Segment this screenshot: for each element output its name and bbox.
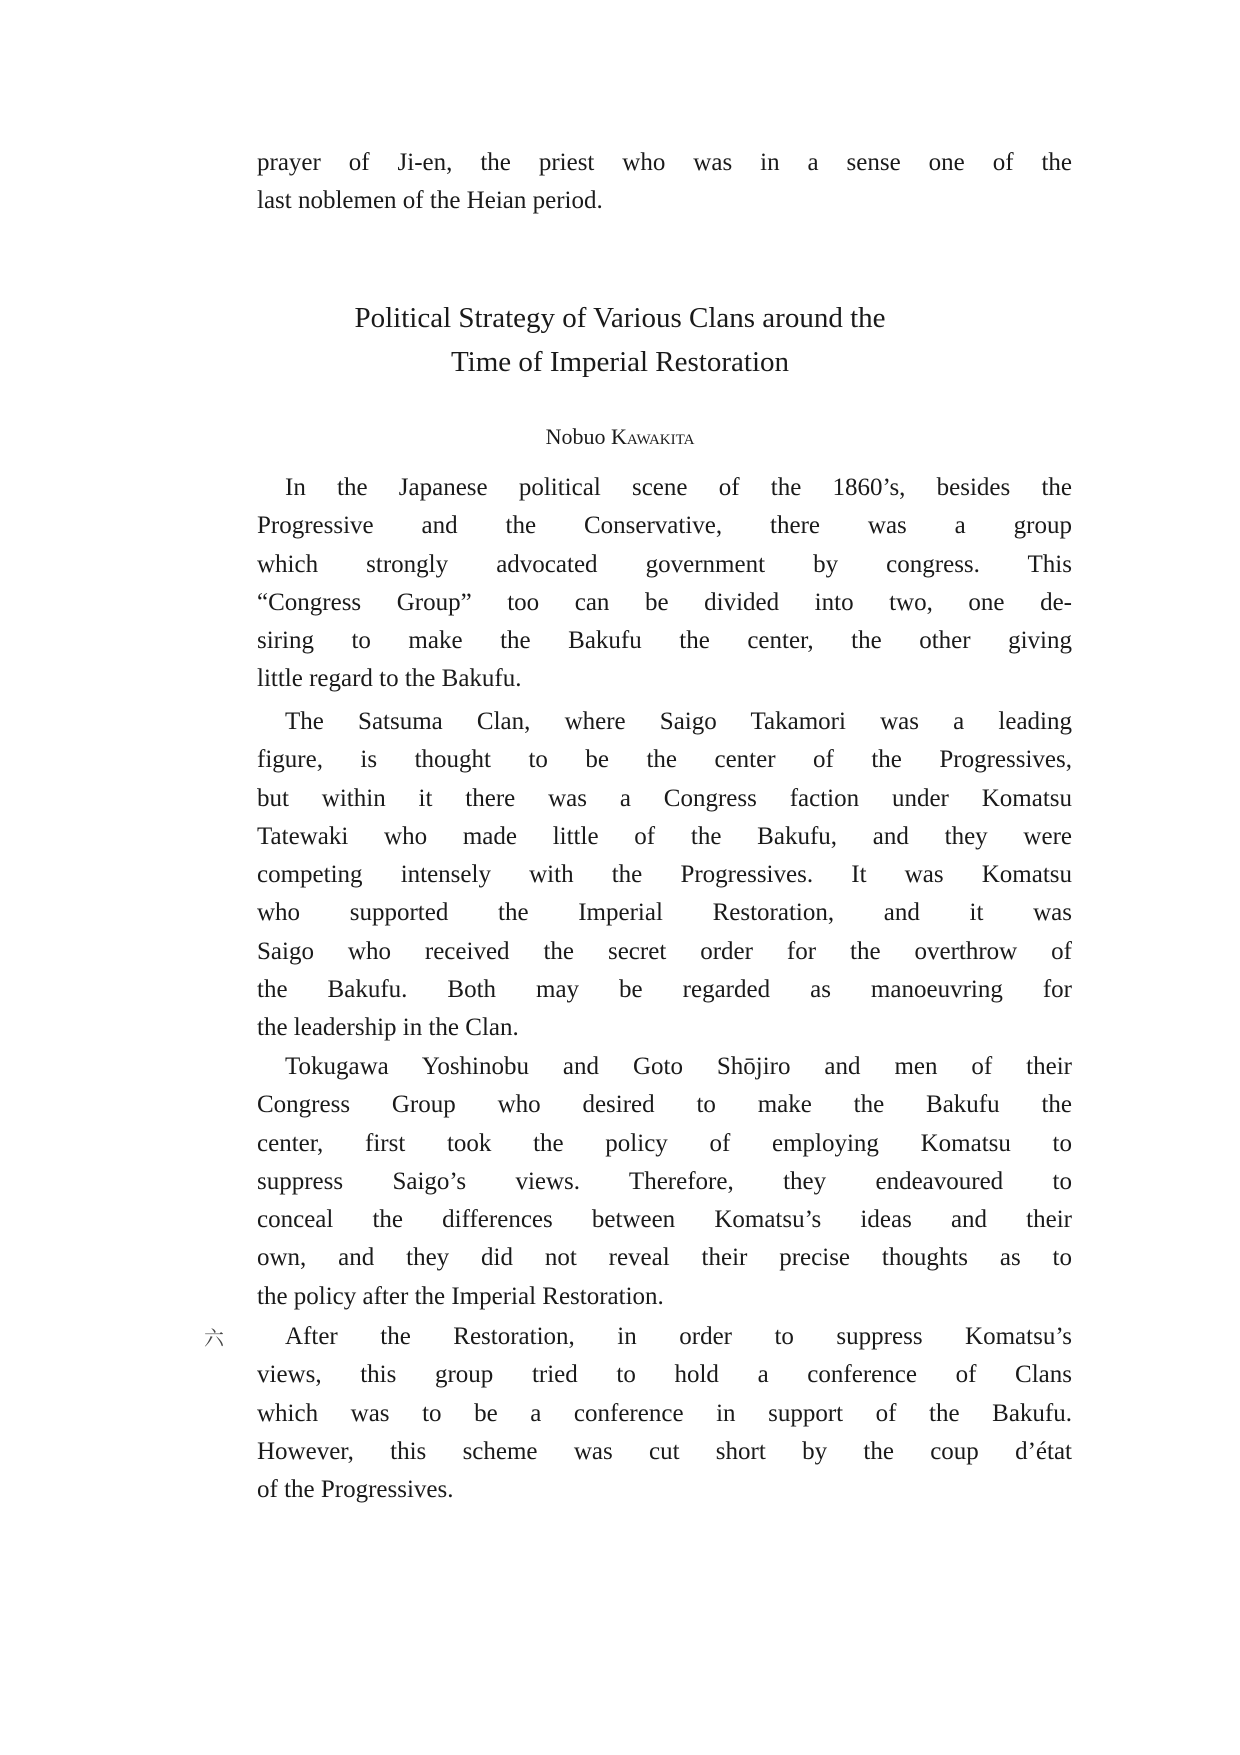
- author: [0, 424, 1240, 450]
- text-line: However, this scheme was cut short by the coup d’état: [257, 1437, 1072, 1465]
- text-line: “Congress Group” too can be divided into two, one de-: [257, 588, 1072, 616]
- paragraph: [257, 1048, 1072, 1316]
- paragraph: [257, 469, 1072, 699]
- text-line: prayer of Ji-en, the priest who was in a sense one of the: [257, 149, 1072, 176]
- text-line: competing intensely with the Progressives. It was Komatsu: [257, 861, 1072, 889]
- text-line: who supported the Imperial Restoration, and it was: [257, 899, 1072, 927]
- text-line: views, this group tried to hold a conference of Clans: [257, 1361, 1072, 1389]
- text-line: the Bakufu. Both may be regarded as manoeuvring for: [257, 976, 1072, 1004]
- text-line: own, and they did not reveal their precise thoughts as to: [257, 1244, 1072, 1272]
- text-line: which was to be a conference in support of the Bakufu.: [257, 1399, 1072, 1427]
- text-line: siring to make the Bakufu the center, the other giving: [257, 627, 1072, 655]
- text-line: Progressive and the Conservative, there was a group: [257, 512, 1072, 540]
- text-line: Saigo who received the secret order for the overthrow of: [257, 937, 1072, 965]
- text-line: but within it there was a Congress faction under Komatsu: [257, 784, 1072, 812]
- text-line: After the Restoration, in order to suppress Komatsu’s: [285, 1323, 1072, 1350]
- paragraph: [257, 703, 1072, 1048]
- text-line: the leadership in the Clan.: [257, 1014, 519, 1042]
- text-line: Tatewaki who made little of the Bakufu, and they were: [257, 822, 1072, 850]
- article-title-line-2: Time of Imperial Restoration: [450, 346, 790, 378]
- paragraph: [257, 144, 1072, 221]
- text-line: conceal the differences between Komatsu’s ideas and their: [257, 1206, 1072, 1234]
- text-line: center, first took the policy of employing Komatsu to: [257, 1129, 1072, 1157]
- text-line: figure, is thought to be the center of the Progressives,: [257, 746, 1072, 774]
- text-line: suppress Saigo’s views. Therefore, they endeavoured to: [257, 1167, 1072, 1195]
- text-line: In the Japanese political scene of the 1860’s, besides the: [285, 474, 1072, 501]
- author-given-name: Nobuo: [545, 424, 606, 449]
- text-line: The Satsuma Clan, where Saigo Takamori was a leading: [285, 708, 1072, 735]
- author-family-name: Kawakita: [610, 424, 695, 449]
- text-line: little regard to the Bakufu.: [257, 665, 522, 693]
- text-line: the policy after the Imperial Restoration.: [257, 1282, 664, 1310]
- text-line: of the Progressives.: [257, 1476, 454, 1504]
- paragraph: [257, 1318, 1072, 1509]
- text-line: Tokugawa Yoshinobu and Goto Shōjiro and men of their: [285, 1053, 1072, 1080]
- text-line: last noblemen of the Heian period.: [257, 187, 603, 215]
- article-title-line-1: Political Strategy of Various Clans around the: [354, 302, 886, 334]
- text-line: Congress Group who desired to make the Bakufu the: [257, 1091, 1072, 1119]
- page-marker: 六: [204, 1328, 224, 1350]
- text-line: which strongly advocated government by congress. This: [257, 550, 1072, 578]
